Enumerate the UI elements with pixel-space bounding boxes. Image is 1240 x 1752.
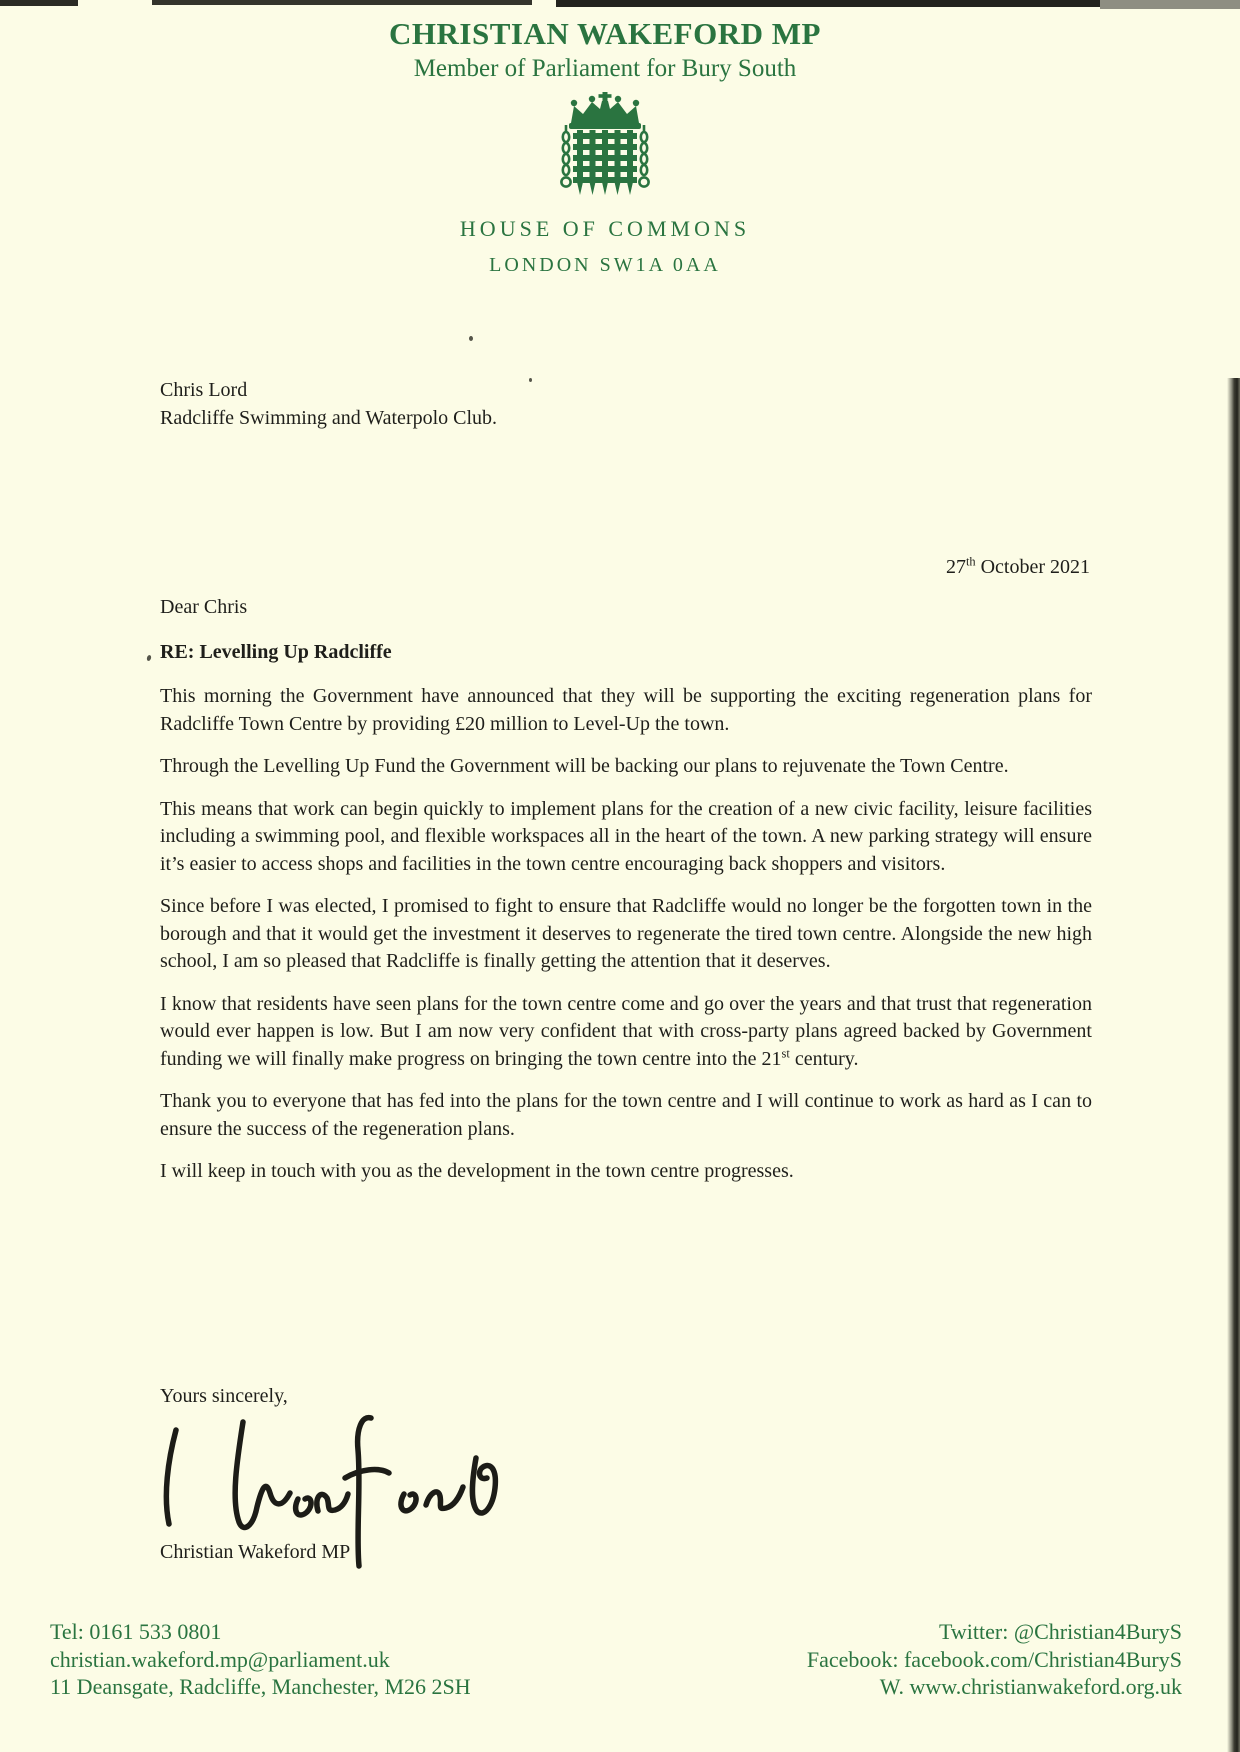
crowned-portcullis-icon <box>553 92 657 202</box>
scan-artifact-top-corner <box>1100 0 1240 9</box>
letterhead <box>0 0 1210 277</box>
recipient-name: Chris Lord <box>160 379 248 401</box>
paragraph-5-end: century. <box>789 1047 859 1070</box>
footer-email: christian.wakeford.mp@parliament.uk <box>50 1646 390 1672</box>
scan-speck <box>146 655 152 662</box>
footer-contact-left <box>50 1618 471 1701</box>
recipient-organisation: Radcliffe Swimming and Waterpolo Club. <box>160 406 498 429</box>
scan-speck <box>529 378 532 382</box>
footer-office-address: 11 Deansgate, Radcliffe, Manchester, M26 2SH <box>50 1674 471 1699</box>
footer-website: W. www.christianwakeford.org.uk <box>879 1674 1182 1699</box>
paragraph-4: Since before I was elected, I promised to fight to ensure that Radcliffe would no longer be the forgotten town in the borough and that it would get the investment it deserves to regenerate the tired town centre. Alongside the new high school, I am so pleased that Radcliffe is finally getting the attention that it deserves. <box>160 895 1092 972</box>
scan-artifact-right-edge <box>1227 378 1240 1752</box>
footer-telephone: Tel: 0161 533 0801 <box>50 1619 222 1644</box>
paragraph-3: This means that work can begin quickly to implement plans for the creation of a new civic facility, leisure facilities including a swimming pool, and flexible workspaces all in the heart of the town. A new parking strategy will ensure it’s easier to access shops and facilities in the town centre encouraging back shoppers and visitors. <box>160 797 1092 875</box>
footer-facebook: Facebook: facebook.com/Christian4BuryS <box>806 1646 1182 1672</box>
paragraph-7: I will keep in touch with you as the development in the town centre progresses. <box>160 1160 794 1182</box>
date-day: 27 <box>945 556 966 578</box>
paragraph-5 <box>160 991 1092 1074</box>
sender-name: Christian Wakeford MP <box>160 1541 351 1563</box>
crest-container <box>0 92 1210 202</box>
date-rest: October 2021 <box>975 556 1090 578</box>
scan-artifact-top-left <box>0 0 78 6</box>
subject-line: RE: Levelling Up Radcliffe <box>160 640 392 663</box>
paragraph-6: Thank you to everyone that has fed into the plans for the town centre and I will continue to work as hard as I can to ensure the success of the regeneration plans. <box>160 1090 1092 1140</box>
letter-body <box>160 594 1092 1201</box>
salutation: Dear Chris <box>160 596 248 618</box>
letter-date <box>160 556 1090 579</box>
institution-line: HOUSE OF COMMONS <box>459 216 751 241</box>
scan-artifact-top-right <box>556 0 1100 7</box>
footer-twitter: Twitter: @Christian4BuryS <box>939 1619 1182 1644</box>
valediction: Yours sincerely, <box>160 1385 288 1407</box>
scan-artifact-top-mid <box>152 0 532 5</box>
paragraph-5-ordinal: st <box>781 1045 790 1060</box>
mp-role-subtitle: Member of Parliament for Bury South <box>413 55 797 82</box>
institution-address: LONDON SW1A 0AA <box>489 254 721 276</box>
paragraph-5-text: I know that residents have seen plans for the town centre come and go over the years and that trust that regeneration would ever happen is low. But I am now very confident that with cross-party plans agreed backed by Government funding we will finally make progress on bringing the town centre into the 21 <box>160 992 1092 1070</box>
date-ordinal: th <box>965 554 976 569</box>
paragraph-1: This morning the Government have announced that they will be supporting the exciting regeneration plans for Radcliffe Town Centre by providing £20 million to Level-Up the town. <box>160 685 1092 735</box>
recipient-address <box>160 377 497 432</box>
scan-speck <box>469 336 473 341</box>
paragraph-2: Through the Levelling Up Fund the Government will be backing our plans to rejuvenate the Town Centre. <box>160 755 1009 777</box>
footer-contact-right <box>807 1618 1182 1701</box>
mp-name-heading: CHRISTIAN WAKEFORD MP <box>389 16 821 51</box>
